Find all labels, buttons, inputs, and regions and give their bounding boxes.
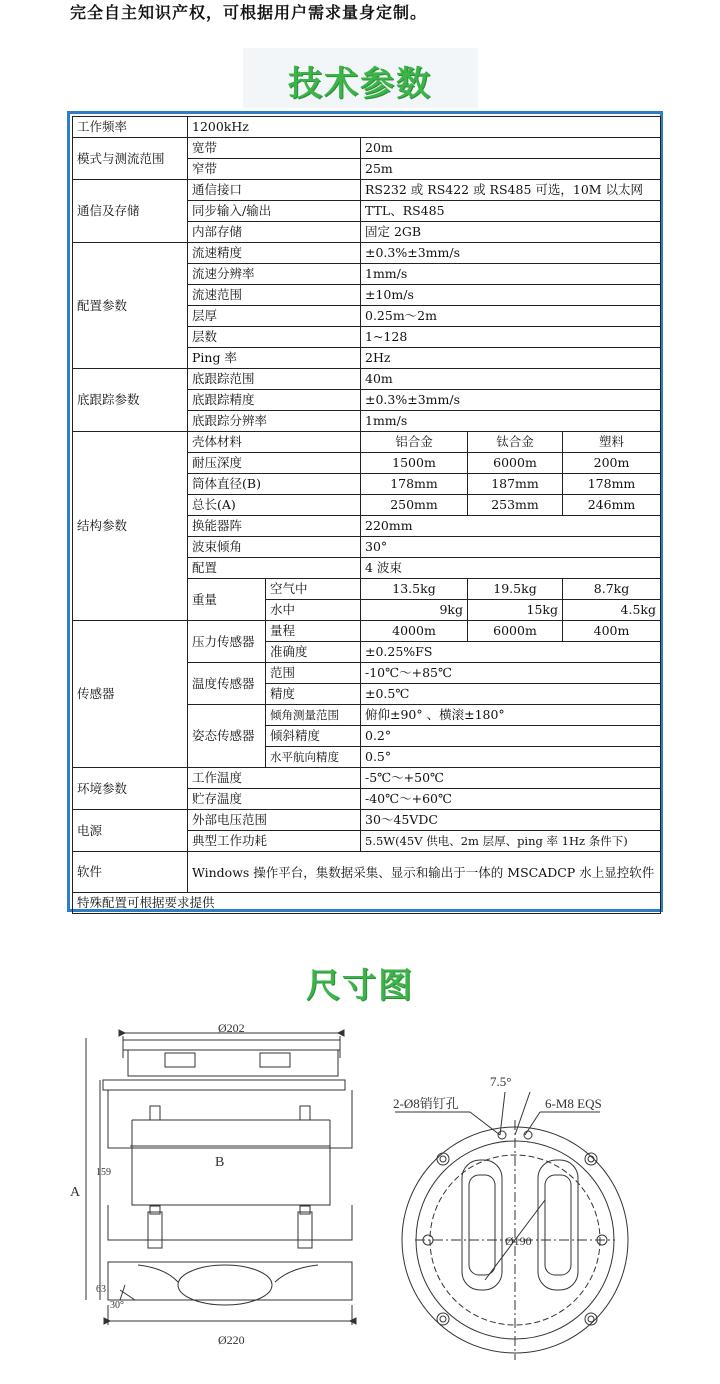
table-row [73,893,661,914]
cell-plastic: 178mm [563,474,661,495]
h159-label: 159 [96,1167,111,1178]
row-label: 宽带 [188,138,361,159]
row-value: 5.5W(45V 供电、2m 层厚、ping 率 1Hz 条件下) [361,831,661,852]
row-value: 30° [361,537,661,558]
intro-text: 完全自主知识产权，可根据用户需求量身定制。 [70,3,428,22]
row-label: Ping 率 [188,348,361,369]
cell-titanium: 6000m [468,453,563,474]
row-label: 壳体材料 [188,432,361,453]
row-label: 换能器阵 [188,516,361,537]
row-label: 底跟踪精度 [188,390,361,411]
table-row [73,138,661,159]
row-value: 25m [361,159,661,180]
sensor-label: 传感器 [73,621,188,768]
mode-label: 模式与测流范围 [73,138,188,180]
row-value: ±0.3%±3mm/s [361,243,661,264]
cell-aluminum: 铝合金 [361,432,468,453]
screw-label: 6-M8 EQS [545,1096,602,1111]
row-label: 波束倾角 [188,537,361,558]
row-value: -40℃～+60℃ [361,789,661,810]
row-label: 底跟踪范围 [188,369,361,390]
table-row [73,117,661,138]
row-value: ±0.3%±3mm/s [361,390,661,411]
top-dia-label: Ø202 [218,1021,245,1035]
cell-aluminum: 4000m [361,621,468,642]
cell-titanium: 15kg [468,600,563,621]
row-value: 0.25m～2m [361,306,661,327]
row-label: 外部电压范围 [188,810,361,831]
row-value: 0.2° [361,726,661,747]
env-label: 环境参数 [73,768,188,810]
a-label: A [70,1185,81,1200]
cell-titanium: 253mm [468,495,563,516]
cell-titanium: 19.5kg [468,579,563,600]
config-label: 配置参数 [73,243,188,369]
cell-titanium: 187mm [468,474,563,495]
spec-table-frame [67,111,663,912]
row-value: 2Hz [361,348,661,369]
cell-plastic: 8.7kg [563,579,661,600]
weight-label: 重量 [188,579,266,621]
bottom-track-label: 底跟踪参数 [73,369,188,432]
row-label: 耐压深度 [188,453,361,474]
b-label: B [215,1155,225,1170]
row-label: 精度 [266,684,361,705]
cell-aluminum: 1500m [361,453,468,474]
row-label: 水平航向精度 [266,747,361,768]
power-label: 电源 [73,810,188,852]
dimension-heading: 尺寸图 [306,966,414,1006]
angle75-label: 7.5° [490,1074,512,1089]
row-label: 配置 [188,558,361,579]
row-label: 范围 [266,663,361,684]
row-label: 贮存温度 [188,789,361,810]
row-label: 内部存储 [188,222,361,243]
freq-label: 工作频率 [73,117,188,138]
table-row [73,852,661,893]
row-label: 空气中 [266,579,361,600]
row-label: 通信接口 [188,180,361,201]
tech-spec-heading: 技术参数 [288,64,432,104]
cell-aluminum: 250mm [361,495,468,516]
bolt-circle-label: Ø190 [505,1234,532,1248]
row-label: 典型工作功耗 [188,831,361,852]
row-value: 40m [361,369,661,390]
bottom-dia-label: Ø220 [218,1333,245,1347]
freq-value: 1200kHz [188,117,661,138]
dimension-drawing [0,1000,720,1384]
cell-plastic: 4.5kg [563,600,661,621]
row-value: 30～45VDC [361,810,661,831]
row-label: 水中 [266,600,361,621]
table-row [73,810,661,831]
row-label: 层数 [188,327,361,348]
software-value: Windows 操作平台，集数据采集、显示和输出于一体的 MSCADCP 水上显控软件 [188,852,661,893]
side-view [86,1030,356,1325]
row-value: TTL、RS485 [361,201,661,222]
row-value: -5℃～+50℃ [361,768,661,789]
cell-aluminum: 9kg [361,600,468,621]
row-value: 1mm/s [361,411,661,432]
row-value: 1mm/s [361,264,661,285]
row-label: 流速精度 [188,243,361,264]
temp-sensor-label: 温度传感器 [188,663,266,705]
table-row [73,369,661,390]
row-label: 窄带 [188,159,361,180]
cell-aluminum: 13.5kg [361,579,468,600]
row-label: 工作温度 [188,768,361,789]
row-value: RS232 或 RS422 或 RS485 可选，10M 以太网 [361,180,661,201]
table-row [73,432,661,453]
row-label: 总长(A) [188,495,361,516]
row-value: -10℃～+85℃ [361,663,661,684]
cell-aluminum: 178mm [361,474,468,495]
angle30-label: 30° [110,1300,124,1311]
row-value: ±0.25%FS [361,642,661,663]
row-value: 1~128 [361,327,661,348]
table-row [73,768,661,789]
attitude-sensor-label: 姿态传感器 [188,705,266,768]
row-label: 流速分辨率 [188,264,361,285]
pin-hole-label: 2-Ø8销钉孔 [393,1096,459,1111]
row-label: 层厚 [188,306,361,327]
h63-label: 63 [96,1284,106,1295]
row-label: 同步输入/输出 [188,201,361,222]
table-row [73,243,661,264]
table-row [73,621,661,642]
row-label: 准确度 [266,642,361,663]
row-value: ±0.5℃ [361,684,661,705]
special-note: 特殊配置可根据要求提供 [73,893,661,914]
cell-plastic: 246mm [563,495,661,516]
cell-titanium: 6000m [468,621,563,642]
row-label: 筒体直径(B) [188,474,361,495]
row-label: 倾角测量范围 [266,705,361,726]
table-row [73,180,661,201]
spec-table [72,116,661,914]
row-value: 0.5° [361,747,661,768]
row-label: 底跟踪分辨率 [188,411,361,432]
row-label: 流速范围 [188,285,361,306]
row-value: 俯仰±90° 、横滚±180° [361,705,661,726]
cell-titanium: 钛合金 [468,432,563,453]
row-label: 倾斜精度 [266,726,361,747]
comm-label: 通信及存储 [73,180,188,243]
cell-plastic: 塑料 [563,432,661,453]
row-value: ±10m/s [361,285,661,306]
row-value: 220mm [361,516,661,537]
pressure-sensor-label: 压力传感器 [188,621,266,663]
row-value: 固定 2GB [361,222,661,243]
cell-plastic: 400m [563,621,661,642]
row-label: 量程 [266,621,361,642]
cell-plastic: 200m [563,453,661,474]
row-value: 4 波束 [361,558,661,579]
row-value: 20m [361,138,661,159]
struct-label: 结构参数 [73,432,188,621]
software-label: 软件 [73,852,188,893]
top-view [395,1092,628,1360]
